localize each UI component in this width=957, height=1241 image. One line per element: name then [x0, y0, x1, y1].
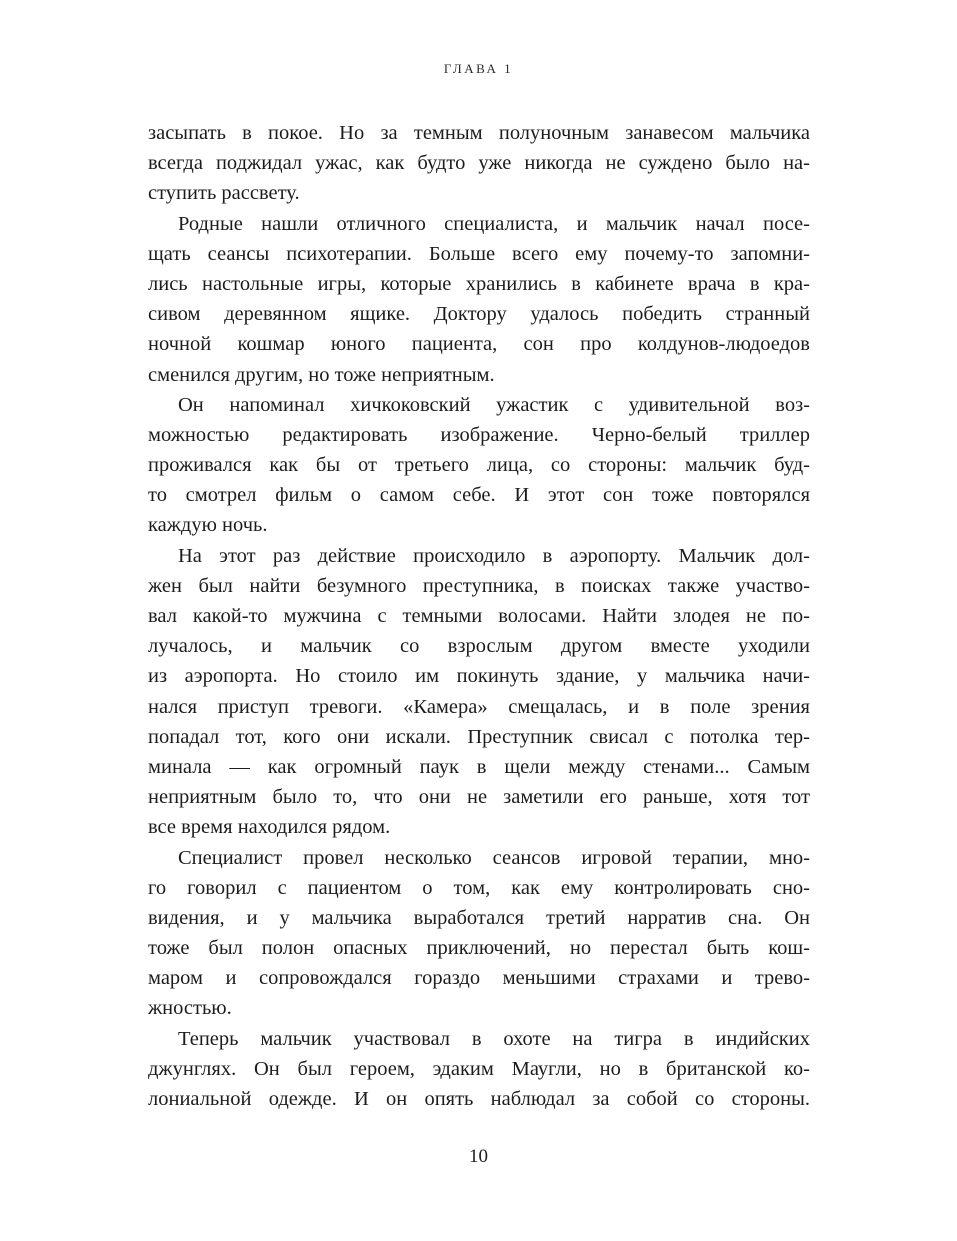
text-line: тоже был полон опасных приключений, но перестал быть кош-	[148, 937, 810, 960]
text-line: сменился другим, но тоже неприятным.	[148, 363, 495, 386]
text-line: На этот раз действие происходило в аэропорту. Мальчик дол-	[178, 544, 810, 567]
text-line: то смотрел фильм о самом себе. И этот сон тоже повторялся	[148, 484, 810, 507]
text-line: лучалось, и мальчик со взрослым другом вместе уходили	[148, 635, 810, 658]
text-line: можностью редактировать изображение. Черно-белый триллер	[148, 423, 810, 446]
text-line: маром и сопровождался гораздо меньшими страхами и трево-	[148, 967, 810, 990]
text-line: Специалист провел несколько сеансов игровой терапии, мно-	[178, 846, 810, 869]
text-line: попадал тот, кого они искали. Преступник свисал с потолка тер-	[148, 725, 810, 748]
paragraph	[148, 843, 810, 1024]
text-line: видения, и у мальчика выработался третий нарратив сна. Он	[148, 906, 810, 929]
paragraph	[148, 209, 810, 390]
text-line: джунглях. Он был героем, эдаким Маугли, но в британской ко-	[148, 1057, 810, 1080]
text-line: вал какой-то мужчина с темными волосами. Найти злодея не по-	[148, 605, 810, 627]
text-line: проживался как бы от третьего лица, со стороны: мальчик буд-	[148, 454, 810, 477]
text-line: Он напоминал хичкоковский ужастик с удивительной воз-	[178, 393, 810, 416]
text-line: жен был найти безумного преступника, в поисках также участво-	[148, 574, 810, 597]
text-line: каждую ночь.	[148, 514, 268, 537]
text-line: щать сеансы психотерапии. Больше всего ему почему-то запомни-	[148, 242, 810, 265]
paragraph	[148, 118, 810, 209]
text-line: Теперь мальчик участвовал в охоте на тигра в индийских	[178, 1027, 810, 1050]
text-line: неприятным было то, что они не заметили его раньше, хотя тот	[148, 786, 810, 809]
text-line: все время находился рядом.	[148, 816, 391, 839]
text-line: жностью.	[148, 997, 232, 1020]
paragraph	[148, 541, 810, 843]
text-line: засыпать в покое. Но за темным полуночным занавесом мальчика	[148, 122, 810, 144]
text-line: Родные нашли отличного специалиста, и мальчик начал посе-	[178, 212, 810, 235]
text-line: лись настольные игры, которые хранились в кабинете врача в кра-	[148, 272, 810, 295]
running-head: ГЛАВА 1	[443, 61, 514, 76]
body-text	[148, 118, 810, 1114]
text-line: ночной кошмар юного пациента, сон про колдунов-людоедов	[148, 333, 810, 356]
text-line: лониальной одежде. И он опять наблюдал за собой со стороны.	[148, 1088, 810, 1110]
page-number: 10	[469, 1146, 488, 1167]
text-line: из аэропорта. Но стоило им покинуть здание, у мальчика начи-	[148, 665, 810, 688]
text-line: всегда поджидал ужас, как будто уже никогда не суждено было на-	[148, 152, 810, 175]
text-line: го говорил с пациентом о том, как ему контролировать сно-	[148, 876, 810, 899]
paragraph	[148, 390, 810, 541]
text-line: ступить рассвету.	[148, 182, 300, 205]
paragraph	[148, 1024, 810, 1115]
text-line: минала — как огромный паук в щели между стенами... Самым	[148, 755, 810, 778]
text-line: нался приступ тревоги. «Камера» смещалась, и в поле зрения	[148, 695, 810, 718]
text-line: сивом деревянном ящике. Доктору удалось победить странный	[148, 303, 810, 326]
